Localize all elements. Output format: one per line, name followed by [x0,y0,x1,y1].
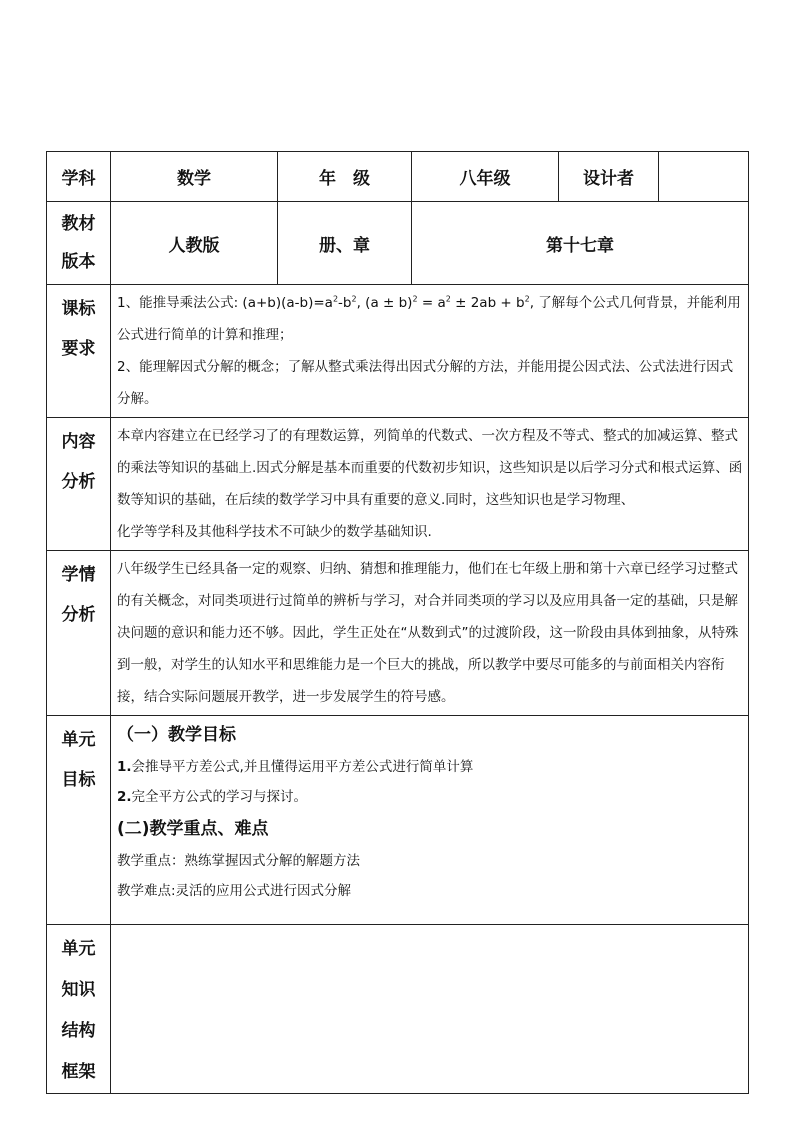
edition-row [47,202,749,285]
edition-value: 人教版 [111,202,278,285]
subject-value: 数学 [111,152,278,202]
standards-row [47,285,749,418]
designer-label: 设计者 [559,152,659,202]
framework-row [47,925,749,1094]
grade-value: 八年级 [412,152,559,202]
standards-line-1: 1、能推导乘法公式: $(a+b)(a-b)=a^2-b^2$, $(a \pm b)^2 = a^2 \pm 2ab + b^2$, 了解每个公式几何背景，并能利用公式进行简单的计算和推理； [117,294,741,343]
header-row [47,152,749,202]
key-point: 教学重点：熟练掌握因式分解的解题方法 [117,853,360,869]
standards-label: 课标 要求 [47,285,111,418]
chapter-label: 册、章 [278,202,412,285]
goals-heading: （一）教学目标 [117,725,236,745]
chapter-value: 第十七章 [412,202,749,285]
grade-label: 年 级 [278,152,412,202]
unit-goals-label: 单元 目标 [47,716,111,925]
lesson-plan-table [46,151,749,1094]
key-points-heading: (二)教学重点、难点 [117,819,269,839]
student-analysis-label: 学情 分析 [47,551,111,716]
subject-label: 学科 [47,152,111,202]
goal-item-2: 2.完全平方公式的学习与探讨。 [117,789,308,805]
framework-label: 单元 知识 结构 框架 [47,925,111,1094]
difficulty: 教学难点:灵活的应用公式进行因式分解 [117,883,352,899]
content-analysis-row [47,418,749,551]
unit-goals-content [111,716,749,925]
standards-line-2: 2、能理解因式分解的概念；了解从整式乘法得出因式分解的方法，并能用提公因式法、公式法进行因式分解。 [117,359,734,407]
student-analysis-row [47,551,749,716]
standards-text [111,285,749,418]
content-analysis-text: 本章内容建立在已经学习了的有理数运算，列简单的代数式、一次方程及不等式、整式的加减运算、整式的乘法等知识的基础上.因式分解是基本而重要的代数初步知识，这些知识是以后学习分式和根式运算、函数等知识的基础，在后续的数学学习中具有重要的意义.同时，这些知识也是学习物理、 化学等学科及其他科学技术不可缺少的数学基础知识. [111,418,749,551]
goal-item-1: 1.会推导平方差公式,并且懂得运用平方差公式进行简单计算 [117,759,474,775]
framework-content [111,925,749,1094]
designer-value [659,152,749,202]
student-analysis-text: 八年级学生已经具备一定的观察、归纳、猜想和推理能力，他们在七年级上册和第十六章已经学习过整式的有关概念，对同类项进行过简单的辨析与学习，对合并同类项的学习以及应用具备一定的基础，只是解决问题的意识和能力还不够。因此，学生正处在“从数到式”的过渡阶段，这一阶段由具体到抽象，从特殊到一般，对学生的认知水平和思维能力是一个巨大的挑战，所以教学中要尽可能多的与前面相关内容衔接，结合实际问题展开教学，进一步发展学生的符号感。 [111,551,749,716]
edition-label: 教材 版本 [47,202,111,285]
content-analysis-label: 内容 分析 [47,418,111,551]
unit-goals-row [47,716,749,925]
